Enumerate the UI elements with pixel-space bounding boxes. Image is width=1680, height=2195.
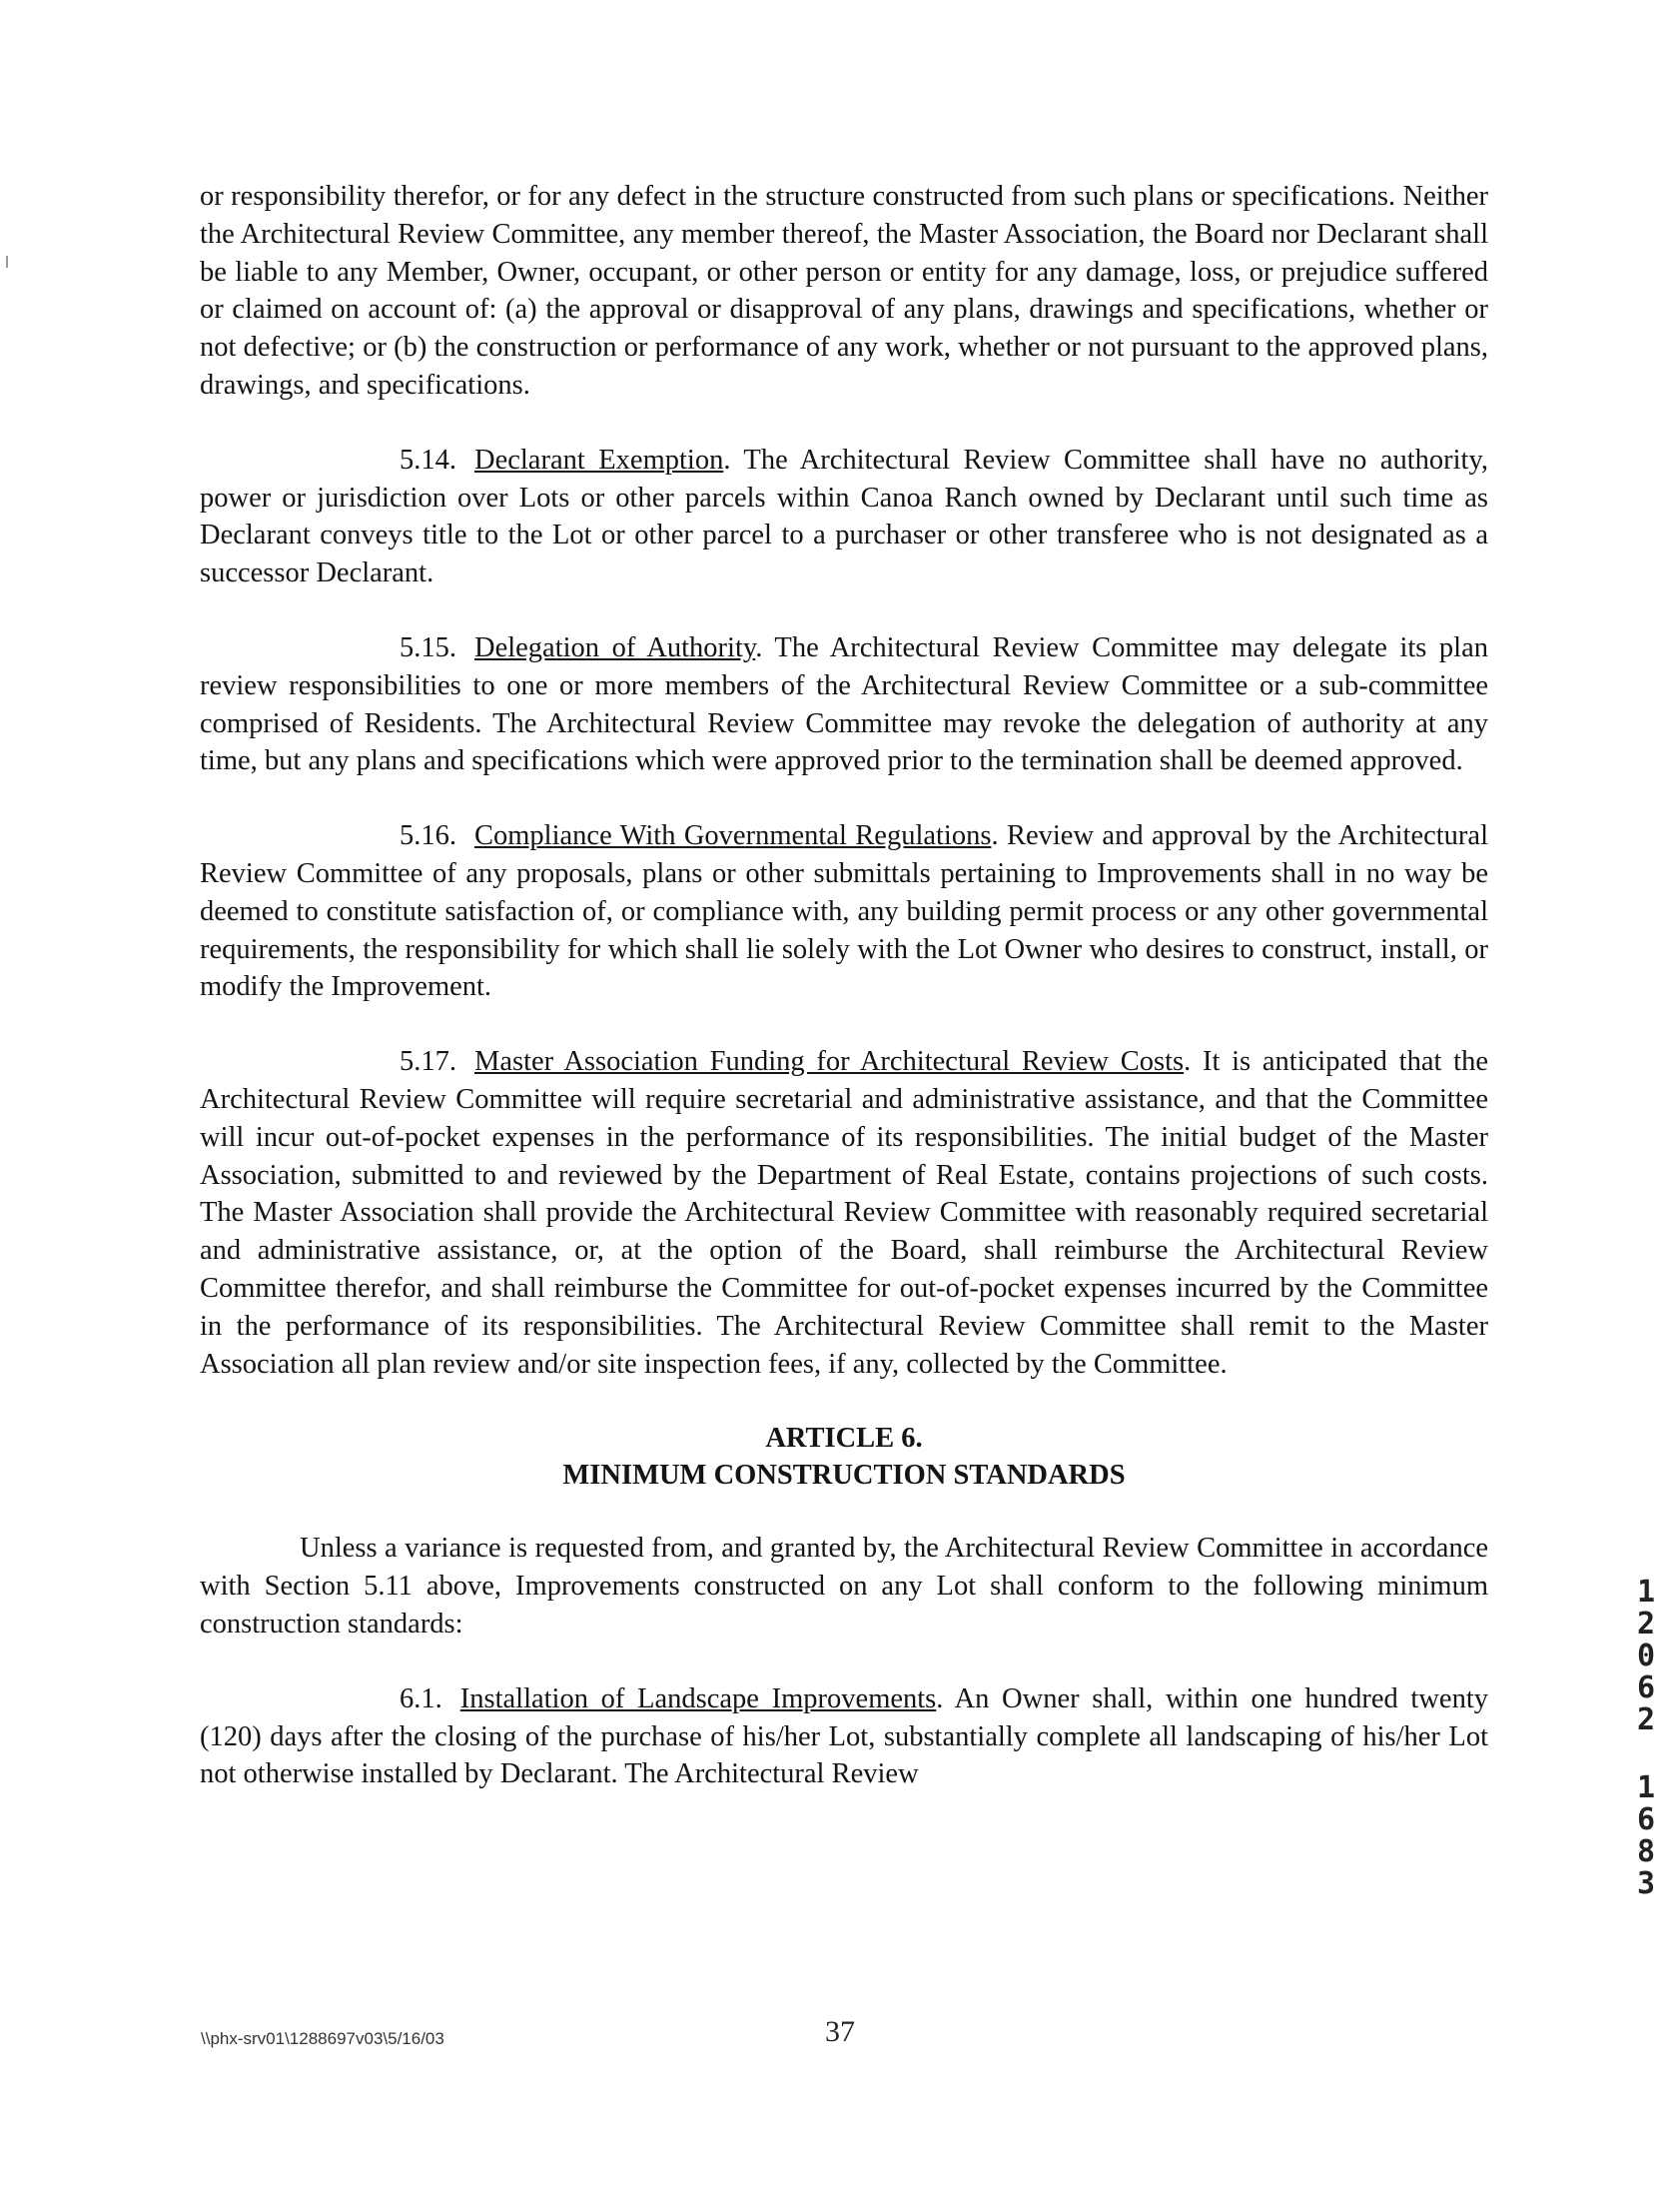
section-heading: Declarant Exemption [474, 444, 724, 476]
record-digit: 1 [1636, 1575, 1656, 1610]
record-digit: 0 [1636, 1639, 1656, 1673]
section-body: . An Owner shall, within one hundred twenty (120) days after the closing of the purchase of his/her Lot, substantially complete all landscaping of his/her Lot not otherwise installed by Declarant. The Architectural Review [200, 1682, 1488, 1790]
record-digit: 1 [1636, 1770, 1656, 1805]
section-number: 5.16. [400, 820, 456, 852]
section-heading: Delegation of Authority [474, 631, 756, 663]
section-heading: Compliance With Governmental Regulations [474, 820, 992, 852]
record-digit: 2 [1636, 1607, 1656, 1642]
article-title: MINIMUM CONSTRUCTION STANDARDS [562, 1460, 1126, 1492]
section-5-16 [200, 817, 1488, 1006]
scan-mark [6, 256, 8, 268]
section-heading: Installation of Landscape Improvements [459, 1682, 937, 1714]
record-gap [1631, 1736, 1661, 1772]
section-body: . The Architectural Review Committee may delegate its plan review responsibilities to one or more members of the Architectural Review Committee or a sub-committee comprised of Residents. The Architectural Review Committee may revoke the delegation of authority at any time, but any plans and specifications which were approved prior to the termination shall be deemed approved. [200, 631, 1488, 777]
paragraph-continuation: or responsibility therefor, or for any defect in the structure constructed from such plans or specifications. Neither the Architectural Review Committee, any member thereof, the Master Association, the Board nor Declarant shall be liable to any Member, Owner, occupant, or other person or entity for any damage, loss, or prejudice suffered or claimed on account of: (a) the approval or disapproval of any plans, drawings and specifications, whether or not defective; or (b) the construction or performance of any work, whether or not pursuant to the approved plans, drawings, and specifications. [200, 181, 1488, 401]
section-number: 5.15. [400, 631, 456, 663]
record-digit: 8 [1636, 1834, 1656, 1869]
section-number: 5.14. [400, 444, 456, 476]
article-6-heading [200, 1420, 1488, 1494]
record-digit: 2 [1636, 1702, 1656, 1737]
footer-file-path: \\phx-srv01\1288697v03\5/16/03 [201, 2029, 444, 2048]
section-body: . The Architectural Review Committee shall have no authority, power or jurisdiction over Lots or other parcels within Canoa Ranch owned by Declarant until such time as Declarant conveys title to the Lot or other parcel to a purchaser or other transferee who is not designated as a successor Declarant. [200, 444, 1488, 589]
record-digit: 6 [1636, 1670, 1656, 1705]
section-number: 6.1. [400, 1682, 442, 1714]
section-body: . It is anticipated that the Architectural Review Committee will require secretarial and administrative assistance, and that the Committee will incur out-of-pocket expenses in the performance of its responsibilities. The initial budget of the Master Association, submitted to and reviewed by the Department of Real Estate, contains projections of such costs. The Master Association shall provide the Architectural Review Committee with reasonably required secretarial and administrative assistance, or, at the option of the Board, shall reimburse the Architectural Review Committee therefor, and shall reimburse the Committee for out-of-pocket expenses incurred by the Committee in the performance of its responsibilities. The Architectural Review Committee shall remit to the Master Association all plan review and/or site inspection fees, if any, collected by the Committee. [200, 1046, 1488, 1380]
recording-number [1631, 1577, 1661, 1900]
section-6-1 [200, 1680, 1488, 1793]
section-5-14 [200, 442, 1488, 592]
article-number: ARTICLE 6. [765, 1423, 923, 1455]
article-6-intro: Unless a variance is requested from, and granted by, the Architectural Review Committee in accordance with Section 5.11 above, Improvements constructed on any Lot shall conform to the following minimum construction standards: [200, 1533, 1488, 1640]
page-number: 37 [825, 2015, 855, 2048]
section-5-17 [200, 1043, 1488, 1383]
section-heading: Master Association Funding for Architectural Review Costs [474, 1046, 1185, 1078]
section-number: 5.17. [400, 1046, 456, 1078]
section-body: . Review and approval by the Architectural Review Committee of any proposals, plans or other submittals pertaining to Improvements shall in no way be deemed to constitute satisfaction of, or compliance with, any building permit process or any other governmental requirements, the responsibility for which shall lie solely with the Lot Owner who desires to construct, install, or modify the Improvement. [200, 820, 1488, 1003]
document-body [200, 178, 1488, 1830]
section-5-15 [200, 629, 1488, 780]
record-digit: 6 [1636, 1802, 1656, 1837]
record-digit: 3 [1636, 1866, 1656, 1901]
